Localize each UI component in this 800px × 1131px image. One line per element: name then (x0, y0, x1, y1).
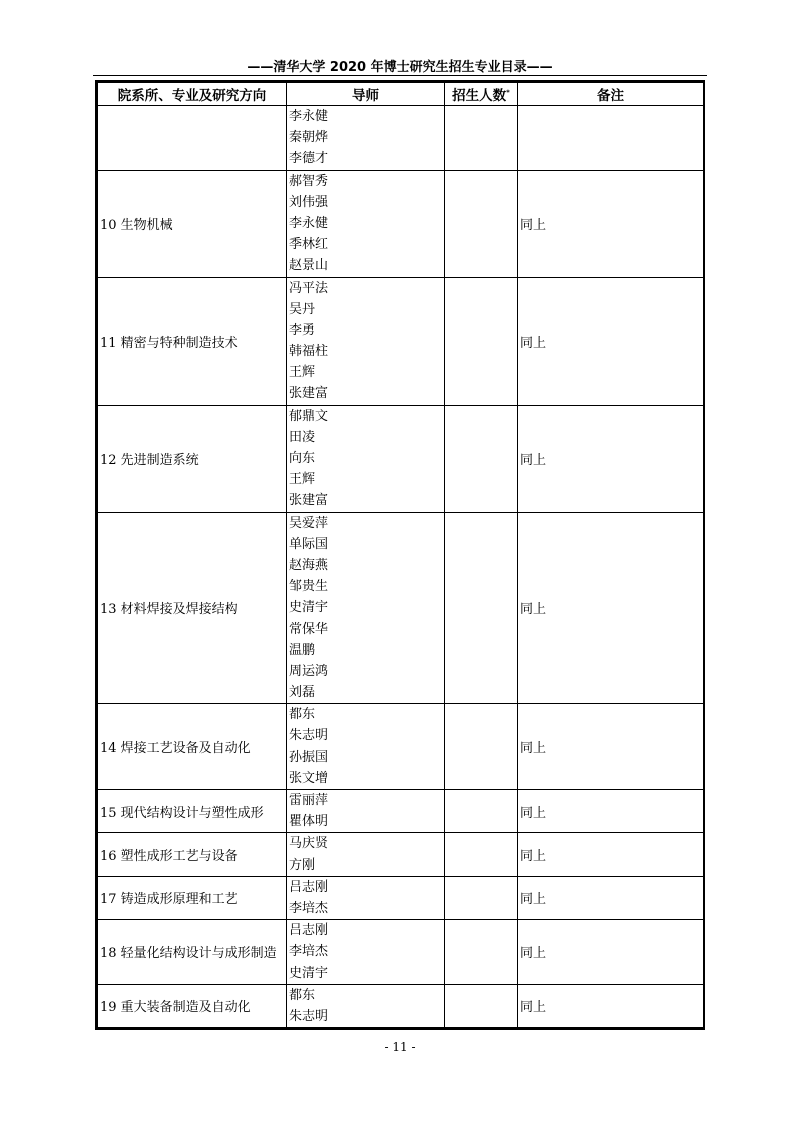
tutor-name: 孙振国 (289, 749, 329, 765)
tutor-list (287, 170, 445, 277)
catalog-table (97, 82, 704, 1028)
tutor-list (287, 833, 445, 876)
tutor-list (287, 984, 445, 1027)
tutor-name: 李德才 (289, 151, 329, 167)
research-direction: 15 现代结构设计与塑性成形 (98, 790, 287, 833)
tutor-list (287, 876, 445, 919)
research-direction: 16 塑性成形工艺与设备 (98, 833, 287, 876)
tutor-name: 邹贵生 (289, 579, 329, 595)
tutor-name: 张建富 (289, 493, 329, 509)
research-direction: 12 先进制造系统 (98, 405, 287, 512)
note: 同上 (518, 790, 704, 833)
research-direction: 10 生物机械 (98, 170, 287, 277)
column-header-direction: 院系所、专业及研究方向 (98, 83, 287, 106)
tutor-name: 雷丽萍 (289, 793, 329, 808)
table-row (98, 277, 704, 405)
page-number: - 11 - (384, 1040, 416, 1054)
enrollment-count (445, 405, 518, 512)
research-direction: 19 重大装备制造及自动化 (98, 984, 287, 1027)
tutor-name: 王辉 (289, 472, 316, 488)
tutor-name: 郝智秀 (289, 173, 329, 189)
tutor-list (287, 106, 445, 171)
tutor-name: 常保华 (289, 621, 329, 637)
column-header-note: 备注 (518, 83, 704, 106)
enrollment-count (445, 106, 518, 171)
tutor-name: 向东 (289, 451, 316, 466)
tutor-list (287, 920, 445, 985)
tutor-list (287, 277, 445, 405)
enrollment-count (445, 704, 518, 790)
tutor-name: 张文增 (289, 770, 329, 786)
tutor-list (287, 512, 445, 704)
note: 同上 (518, 170, 704, 277)
footnote-mark: * (506, 88, 510, 97)
tutor-name: 温鹏 (289, 642, 316, 658)
tutor-name: 田凌 (289, 429, 316, 445)
table-row (98, 876, 704, 919)
tutor-name: 李永健 (289, 109, 329, 124)
tutor-name: 史清宇 (289, 965, 329, 981)
tutor-name: 史清宇 (289, 600, 329, 616)
tutor-list (287, 790, 445, 833)
tutor-list (287, 405, 445, 512)
table-row (98, 984, 704, 1027)
tutor-name: 冯平法 (289, 280, 329, 296)
tutor-list (287, 704, 445, 790)
tutor-name: 李培杰 (289, 900, 329, 916)
tutor-name: 朱志明 (289, 728, 329, 744)
research-direction: 18 轻量化结构设计与成形制造 (98, 920, 287, 985)
note (518, 106, 704, 171)
table-body (98, 106, 704, 1028)
tutor-name: 韩福柱 (289, 344, 329, 360)
tutor-name: 刘磊 (289, 685, 316, 701)
enrollment-count (445, 984, 518, 1027)
note: 同上 (518, 277, 704, 405)
research-direction: 17 铸造成形原理和工艺 (98, 876, 287, 919)
note: 同上 (518, 920, 704, 985)
column-header-tutor: 导师 (287, 83, 445, 106)
table-row (98, 405, 704, 512)
table-row (98, 512, 704, 704)
tutor-name: 方刚 (289, 857, 316, 873)
tutor-name: 赵景山 (289, 258, 329, 274)
page-header: ——清华大学 2020 年博士研究生招生专业目录—— (247, 60, 553, 75)
tutor-name: 瞿体明 (289, 814, 329, 830)
enrollment-count (445, 277, 518, 405)
research-direction: 14 焊接工艺设备及自动化 (98, 704, 287, 790)
enrollment-count (445, 833, 518, 876)
tutor-name: 单际国 (289, 536, 329, 552)
tutor-name: 李永健 (289, 215, 329, 231)
tutor-name: 朱志明 (289, 1008, 329, 1024)
tutor-name: 吕志刚 (289, 923, 329, 939)
catalog-table-frame (95, 80, 705, 1030)
tutor-name: 郁鼎文 (289, 408, 329, 424)
enrollment-count (445, 512, 518, 704)
tutor-name: 都东 (289, 707, 316, 723)
table-header-row (98, 83, 704, 106)
tutor-name: 赵海燕 (289, 557, 329, 573)
enrollment-count (445, 170, 518, 277)
header-divider (93, 75, 707, 76)
tutor-name: 都东 (289, 987, 316, 1003)
table-row (98, 106, 704, 171)
note: 同上 (518, 833, 704, 876)
table-row (98, 920, 704, 985)
enrollment-count (445, 790, 518, 833)
tutor-name: 吴丹 (289, 301, 316, 317)
tutor-name: 李培杰 (289, 944, 329, 960)
note: 同上 (518, 405, 704, 512)
table-row (98, 704, 704, 790)
enrollment-count (445, 876, 518, 919)
table-row (98, 833, 704, 876)
tutor-name: 吴爱萍 (289, 515, 329, 531)
tutor-name: 马庆贤 (289, 836, 329, 852)
table-row (98, 790, 704, 833)
note: 同上 (518, 704, 704, 790)
research-direction (98, 106, 287, 171)
tutor-name: 吕志刚 (289, 879, 329, 895)
research-direction: 13 材料焊接及焊接结构 (98, 512, 287, 704)
tutor-name: 李勇 (289, 322, 316, 338)
note: 同上 (518, 984, 704, 1027)
column-header-enrollment: 招生人数* (445, 83, 518, 106)
tutor-name: 周运鸿 (289, 663, 329, 679)
research-direction: 11 精密与特种制造技术 (98, 277, 287, 405)
table-row (98, 170, 704, 277)
tutor-name: 秦朝烨 (289, 130, 329, 146)
tutor-name: 王辉 (289, 365, 316, 381)
tutor-name: 张建富 (289, 386, 329, 402)
tutor-name: 刘伟强 (289, 194, 329, 210)
note: 同上 (518, 876, 704, 919)
tutor-name: 季林红 (289, 237, 329, 253)
enrollment-count (445, 920, 518, 985)
note: 同上 (518, 512, 704, 704)
